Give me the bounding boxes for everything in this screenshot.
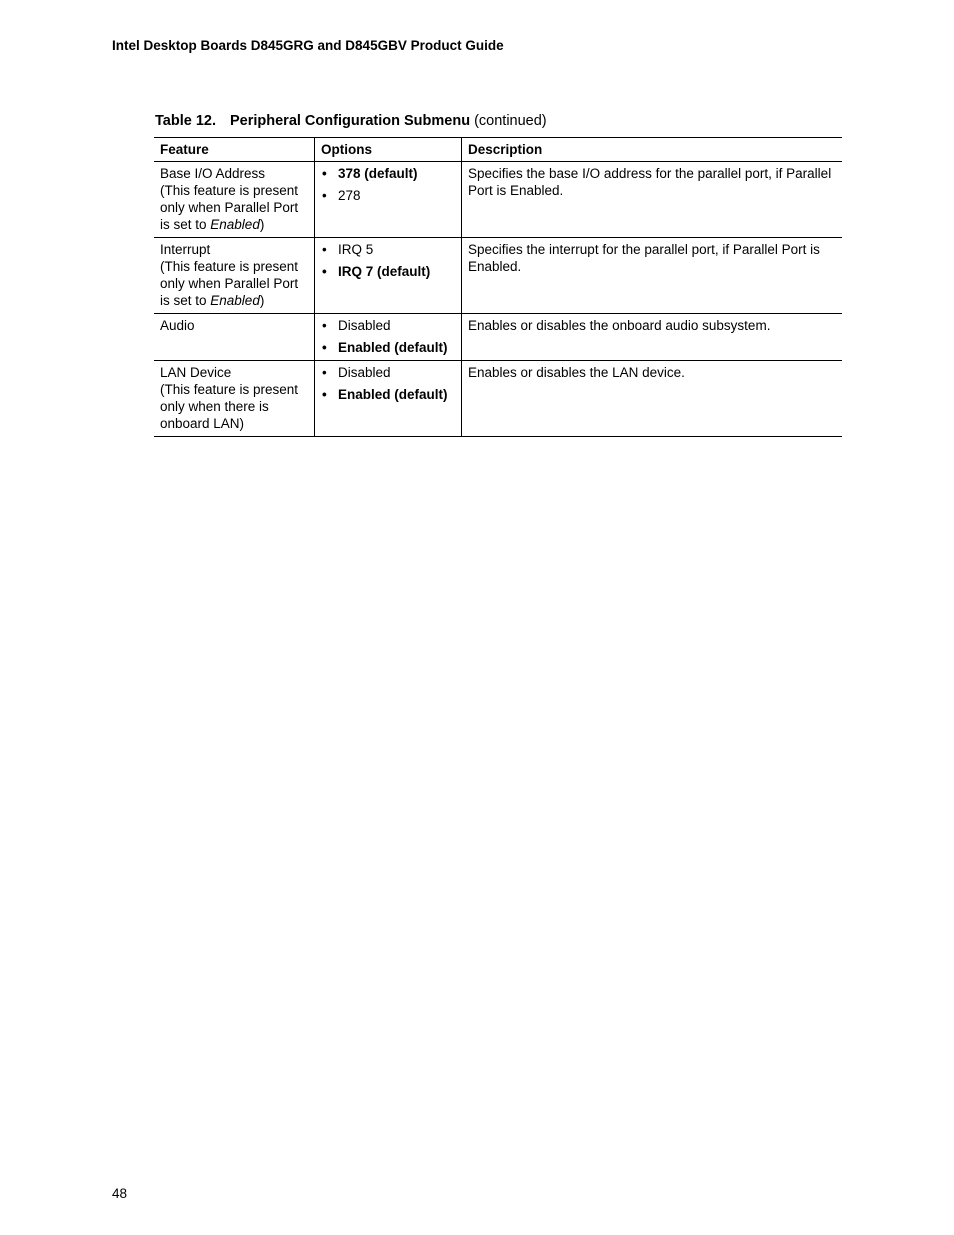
table-title: Peripheral Configuration Submenu [229,113,471,129]
feature-note [160,182,309,233]
option-item [321,165,456,182]
bullet-icon: • [322,365,327,380]
bullet-icon: • [322,387,327,402]
options-list [321,364,456,403]
option-label: 378 (default) [338,166,418,181]
bullet-icon: • [322,340,327,355]
feature-name: Interrupt [160,242,211,257]
option-label: Disabled [338,365,391,380]
description-cell: Enables or disables the onboard audio subsystem. [462,314,843,361]
feature-note-emphasis: Enabled [210,217,260,232]
option-label: Enabled (default) [338,340,448,355]
feature-cell [154,162,315,238]
options-list [321,165,456,204]
table-row [154,314,842,361]
feature-note-close: ) [259,293,265,308]
options-cell [315,314,462,361]
table-number: Table 12. [155,113,216,129]
option-item [321,339,456,356]
feature-note-text: (This feature is present only when Parallel Port is set to [160,259,299,308]
option-item [321,241,456,258]
feature-cell [154,238,315,314]
bullet-icon: • [322,264,327,279]
table-row [154,162,842,238]
description-cell: Enables or disables the LAN device. [462,361,843,437]
feature-name: LAN Device [160,365,232,380]
feature-cell [154,314,315,361]
option-label: Enabled (default) [338,387,448,402]
bullet-icon: • [322,188,327,203]
description-cell: Specifies the base I/O address for the parallel port, if Parallel Port is Enabled. [462,162,843,238]
option-label: IRQ 5 [338,242,374,257]
option-item [321,263,456,280]
options-list [321,241,456,280]
column-header-feature: Feature [154,138,315,162]
option-label: IRQ 7 (default) [338,264,431,279]
feature-name: Base I/O Address [160,166,266,181]
column-header-description: Description [462,138,843,162]
feature-cell [154,361,315,437]
feature-name: Audio [160,318,195,333]
option-item [321,364,456,381]
running-header: Intel Desktop Boards D845GRG and D845GBV Product Guide [112,38,504,53]
page-number: 48 [112,1186,128,1201]
feature-note-text: (This feature is present only when Parallel Port is set to [160,183,299,232]
feature-note-emphasis: Enabled [210,293,260,308]
options-list [321,317,456,356]
table-continued-note: (continued) [470,113,547,129]
options-cell [315,361,462,437]
option-label: 278 [338,188,361,203]
table-caption [155,113,547,129]
options-cell [315,238,462,314]
option-label: Disabled [338,318,391,333]
description-cell: Specifies the interrupt for the parallel port, if Parallel Port is Enabled. [462,238,843,314]
peripheral-config-table [154,137,842,437]
table-header-row [154,138,842,162]
feature-note-close: ) [259,217,265,232]
feature-note [160,258,309,309]
option-item [321,386,456,403]
option-item [321,317,456,334]
feature-note: (This feature is present only when there is onboard LAN) [160,382,299,431]
bullet-icon: • [322,242,327,257]
option-item [321,187,456,204]
options-cell [315,162,462,238]
column-header-options: Options [315,138,462,162]
table-row [154,238,842,314]
bullet-icon: • [322,318,327,333]
bullet-icon: • [322,166,327,181]
table-row [154,361,842,437]
